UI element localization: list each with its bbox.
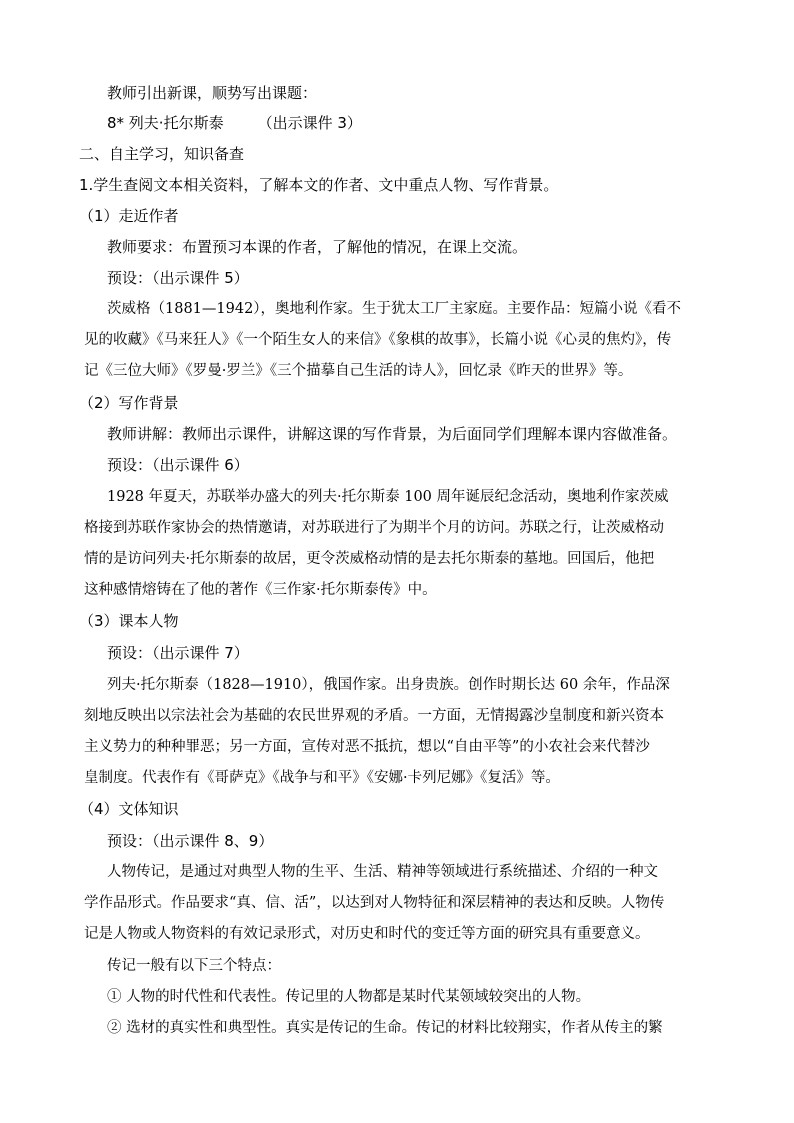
subsection-heading: （1）走近作者 [79, 207, 179, 225]
excerpt-line: 记是人物或人物资料的有效记录形式，对历史和时代的变迁等方面的研究具有重要意义。 [84, 926, 650, 942]
subsection-heading: （4）文体知识 [79, 800, 179, 818]
text-line: 预设：（出示课件 5） [107, 269, 249, 287]
excerpt-line: 主义势力的种种罪恶；另一方面，宣传对恶不抵抗，想以“自由平等”的小农社会来代替沙 [84, 739, 650, 755]
excerpt-line: 列夫·托尔斯泰（1828—1910），俄国作家。出身贵族。创作时期长达 60 余年，作品深 [107, 677, 670, 693]
excerpt-line: 传记一般有以下三个特点： [107, 958, 281, 974]
text-line: 预设：（出示课件 6） [107, 456, 249, 474]
text-line: 教师讲解：教师出示课件，讲解这课的写作背景，为后面同学们理解本课内容做准备。 [107, 425, 678, 443]
text-line: 1.学生查阅文本相关资料，了解本文的作者、文中重点人物、写作背景。 [79, 176, 559, 194]
text-line: 教师引出新课，顺势写出课题： [107, 84, 318, 102]
excerpt-line: 刻地反映出以宗法社会为基础的农民世界观的矛盾。一方面，无情揭露沙皇制度和新兴资本 [84, 708, 664, 724]
excerpt-line: 学作品形式。作品要求“真、信、活”，以达到对人物特征和深层精神的表达和反映。人物传 [84, 895, 665, 911]
excerpt-line: 茨威格（1881—1942），奥地利作家。生于犹太工厂主家庭。主要作品：短篇小说《看不 [107, 301, 682, 317]
excerpt-line: 皇制度。代表作有《哥萨克》《战争与和平》《安娜·卡列尼娜》《复活》等。 [84, 770, 560, 786]
list-item: ① 人物的时代性和代表性。传记里的人物都是某时代某领域较突出的人物。 [107, 989, 591, 1005]
section-heading: 二、自主学习，知识备查 [79, 145, 245, 163]
excerpt-line: 1928 年夏天，苏联举办盛大的列夫·托尔斯泰 100 周年诞辰纪念活动，奥地利作家茨威 [107, 489, 669, 505]
excerpt-line: 人物传记，是通过对典型人物的生平、生活、精神等领域进行系统描述、介绍的一种文 [107, 864, 658, 880]
subsection-heading: （2）写作背景 [79, 394, 179, 412]
list-item: ② 选材的真实性和典型性。真实是传记的生命。传记的材料比较翔实，作者从传主的繁 [107, 1020, 663, 1036]
courseware-note: （出示课件 3） [257, 114, 362, 132]
excerpt-line: 记《三位大师》《罗曼·罗兰》《三个描摹自己生活的诗人》，回忆录《昨天的世界》等。 [84, 363, 633, 379]
excerpt-line: 见的收藏》《马来狂人》《一个陌生女人的来信》《象棋的故事》，长篇小说《心灵的焦灼》，传 [84, 332, 672, 348]
text-line: 预设：（出示课件 8、9） [107, 832, 274, 850]
lesson-title-line [107, 113, 362, 133]
text-line: 教师要求：布置预习本课的作者，了解他的情况，在课上交流。 [107, 238, 528, 256]
excerpt-line: 情的是访问列夫·托尔斯泰的故居，更令茨威格动情的是去托尔斯泰的墓地。回国后，他把 [84, 551, 655, 567]
excerpt-line: 格接到苏联作家协会的热情邀请，对苏联进行了为期半个月的访问。苏联之行，让茨威格动 [84, 520, 664, 536]
excerpt-line: 这种感情熔铸在了他的著作《三作家·托尔斯泰传》中。 [84, 582, 437, 598]
lesson-title: 8* 列夫·托尔斯泰 [107, 114, 224, 132]
subsection-heading: （3）课本人物 [79, 612, 179, 630]
text-line: 预设：（出示课件 7） [107, 644, 249, 662]
